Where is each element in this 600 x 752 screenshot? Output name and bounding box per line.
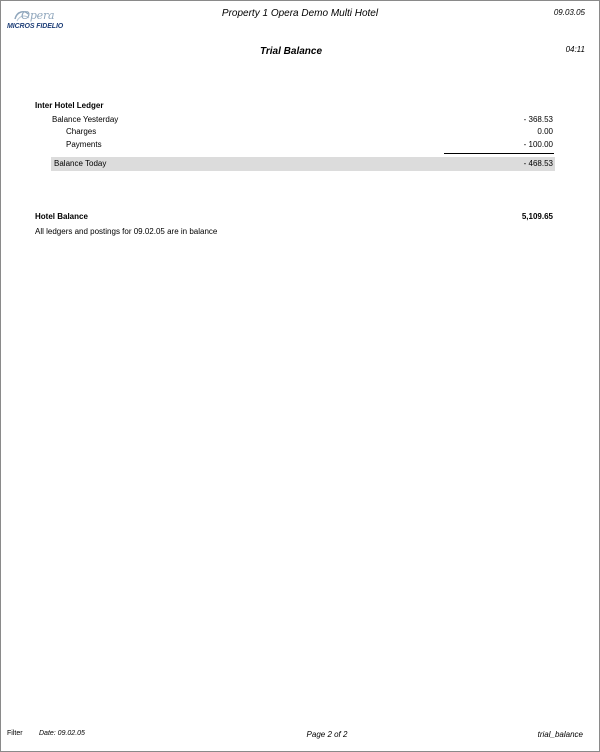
subtotal-rule bbox=[444, 153, 554, 154]
footer-report-name: trial_balance bbox=[537, 730, 583, 739]
property-title: Property 1 Opera Demo Multi Hotel bbox=[221, 8, 379, 19]
report-title: Trial Balance bbox=[259, 46, 323, 57]
balance-today-label: Balance Today bbox=[54, 159, 107, 168]
balance-note: All ledgers and postings for 09.02.05 are in balance bbox=[35, 227, 218, 236]
footer-filter: Filter bbox=[7, 730, 23, 737]
hotel-balance-value: 5,109.65 bbox=[521, 212, 553, 221]
logo-opera-text: Opera bbox=[21, 9, 55, 22]
print-date: 09.03.05 bbox=[553, 8, 585, 17]
ledger-row-label: Payments bbox=[66, 140, 102, 149]
footer-date: Date: 09.02.05 bbox=[39, 730, 85, 737]
logo-micros-text: MICROS FIDELIO bbox=[7, 23, 64, 30]
print-time: 04:11 bbox=[565, 45, 585, 54]
ledger-row-label: Charges bbox=[66, 127, 97, 136]
balance-today-value: - 468.53 bbox=[523, 159, 553, 168]
ledger-row-label: Balance Yesterday bbox=[52, 115, 119, 124]
hotel-balance-label: Hotel Balance bbox=[35, 212, 88, 221]
ledger-row-value: - 368.53 bbox=[523, 115, 553, 124]
balance-today-row bbox=[51, 157, 555, 171]
ledger-row-value: 0.00 bbox=[537, 127, 553, 136]
footer-page: Page 2 of 2 bbox=[306, 730, 348, 739]
ledger-title: Inter Hotel Ledger bbox=[35, 101, 104, 110]
ledger-row-value: - 100.00 bbox=[523, 140, 553, 149]
